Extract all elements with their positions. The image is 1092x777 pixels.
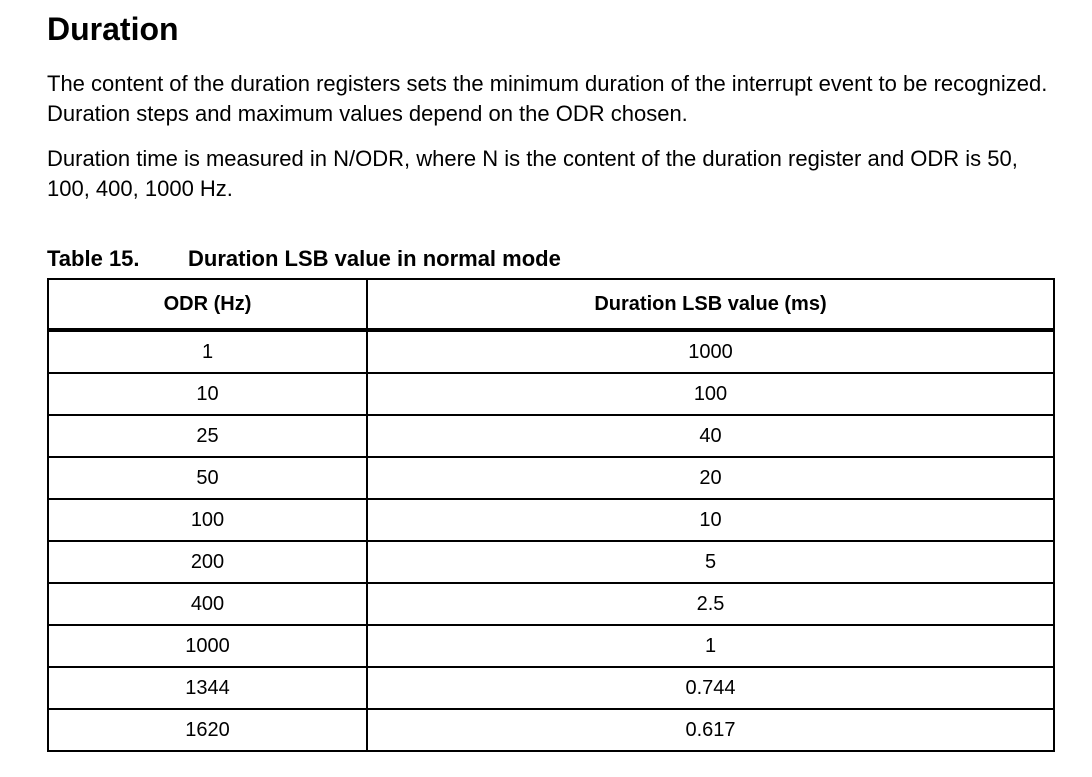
table-row [48, 667, 1054, 709]
cell-odr: 10 [48, 373, 367, 415]
cell-duration-lsb: 5 [367, 541, 1054, 583]
duration-lsb-table [47, 278, 1055, 752]
table-row [48, 415, 1054, 457]
table-row [48, 625, 1054, 667]
cell-duration-lsb: 1000 [367, 330, 1054, 373]
cell-duration-lsb: 10 [367, 499, 1054, 541]
header-duration-lsb: Duration LSB value (ms) [367, 279, 1054, 330]
table-row [48, 330, 1054, 373]
table-row [48, 541, 1054, 583]
cell-duration-lsb: 40 [367, 415, 1054, 457]
cell-duration-lsb: 1 [367, 625, 1054, 667]
cell-odr: 200 [48, 541, 367, 583]
table-row [48, 457, 1054, 499]
cell-duration-lsb: 0.617 [367, 709, 1054, 751]
cell-odr: 25 [48, 415, 367, 457]
cell-odr: 1000 [48, 625, 367, 667]
table-number: Table 15. [47, 246, 140, 271]
table-caption [47, 244, 561, 274]
cell-duration-lsb: 100 [367, 373, 1054, 415]
table-row [48, 373, 1054, 415]
cell-odr: 1 [48, 330, 367, 373]
table-row [48, 709, 1054, 751]
paragraph-duration-registers: The content of the duration registers sets the minimum duration of the interrupt event to be recognized. Duration steps and maximum values depend on the ODR chosen. [47, 71, 1048, 126]
cell-odr: 50 [48, 457, 367, 499]
section-title: Duration [47, 11, 179, 47]
table-row [48, 499, 1054, 541]
table-row [48, 583, 1054, 625]
cell-duration-lsb: 2.5 [367, 583, 1054, 625]
table-header-row [48, 279, 1054, 330]
cell-odr: 400 [48, 583, 367, 625]
header-odr: ODR (Hz) [48, 279, 367, 330]
cell-duration-lsb: 0.744 [367, 667, 1054, 709]
paragraph-duration-time: Duration time is measured in N/ODR, where N is the content of the duration register and ODR is 50, 100, 400, 1000 Hz. [47, 146, 1018, 201]
cell-odr: 1620 [48, 709, 367, 751]
cell-odr: 100 [48, 499, 367, 541]
cell-odr: 1344 [48, 667, 367, 709]
table-title: Duration LSB value in normal mode [188, 246, 561, 271]
cell-duration-lsb: 20 [367, 457, 1054, 499]
